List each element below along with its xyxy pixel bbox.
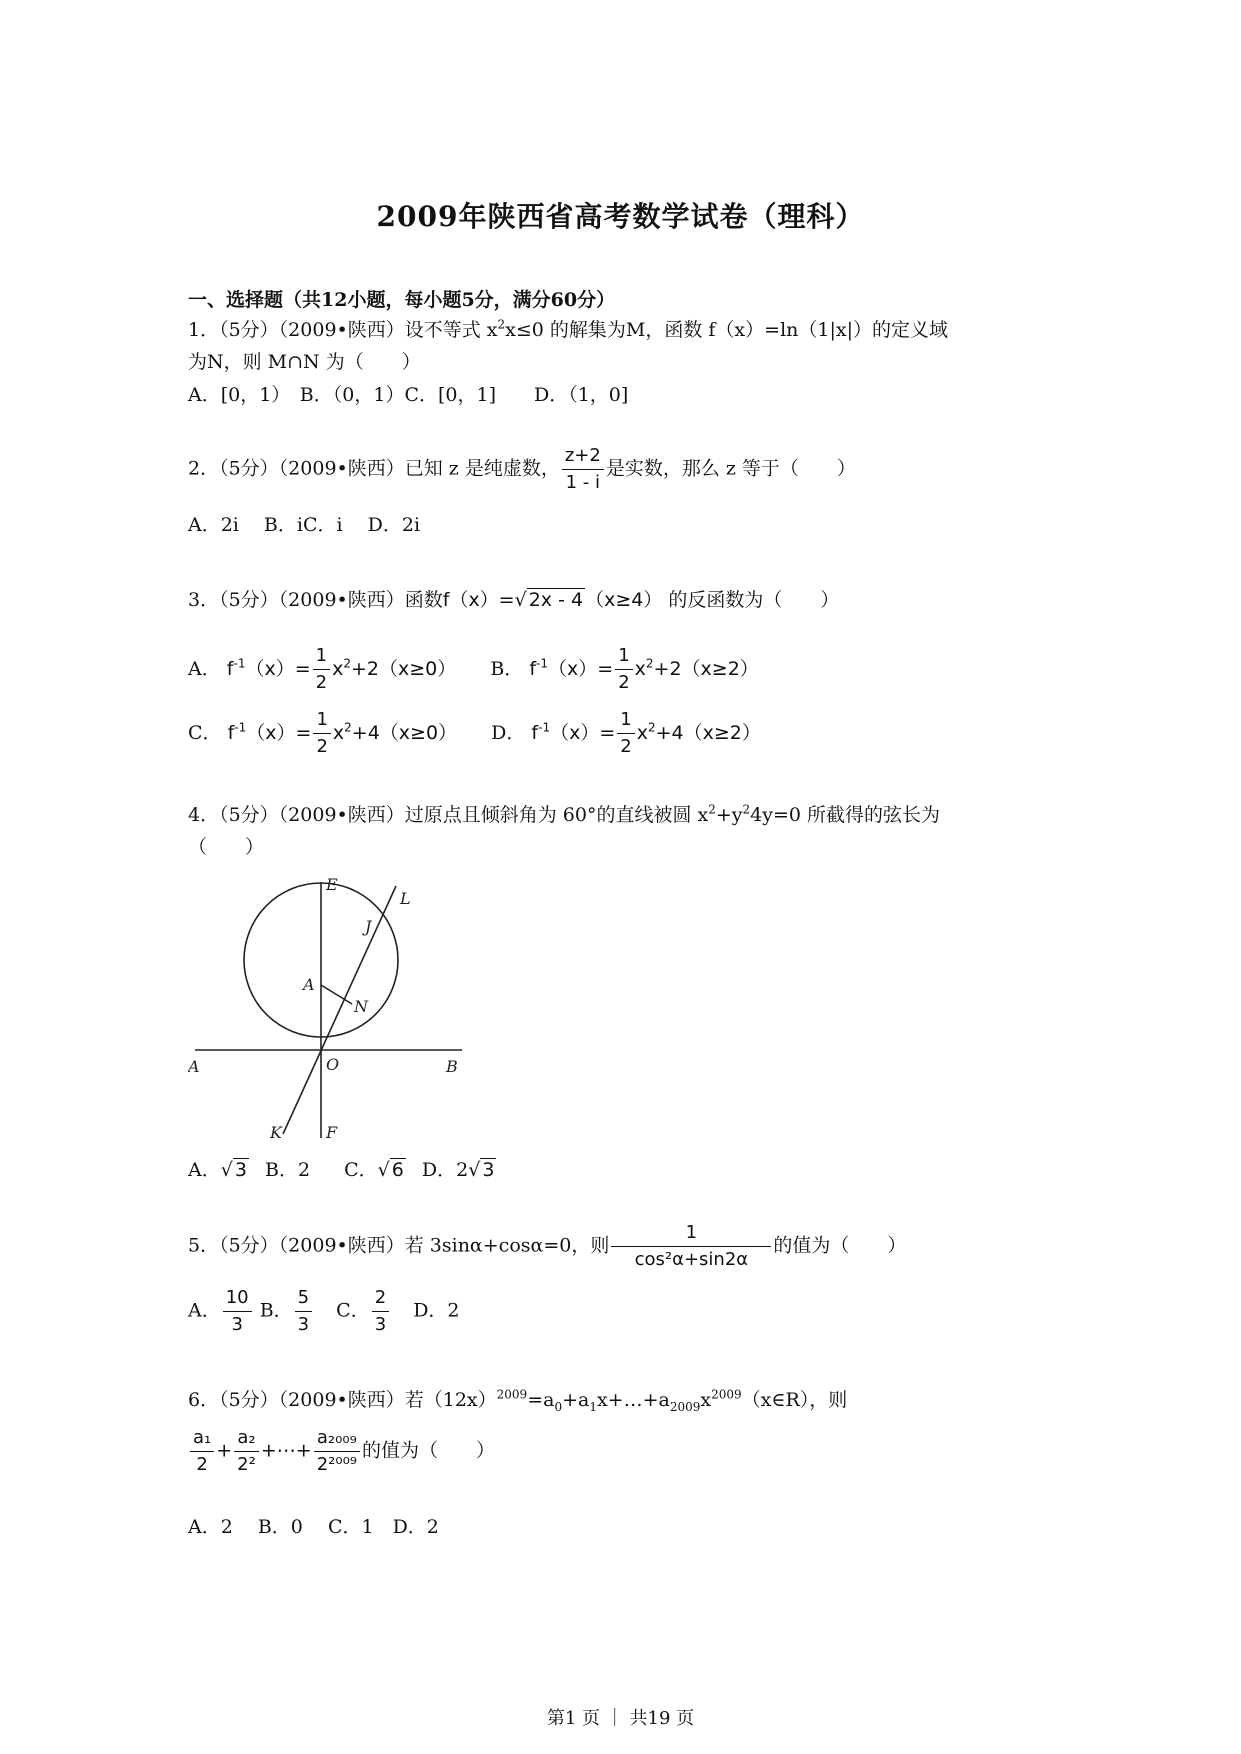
q3-d-tail: +4（x≥2） bbox=[655, 722, 761, 744]
label-l: L bbox=[400, 889, 411, 908]
q3-opt-a-label: A． bbox=[188, 658, 221, 680]
q3-a-f: f bbox=[226, 658, 234, 680]
q3-c-sup: -1 bbox=[234, 720, 247, 735]
q3-opt-d bbox=[531, 709, 761, 757]
q3-b-x2: x bbox=[634, 658, 646, 680]
q3-c-frac bbox=[313, 707, 330, 760]
q6-sup2: 2009 bbox=[711, 1387, 742, 1402]
q4-sup1: 2 bbox=[708, 802, 716, 817]
q3-c-den: 2 bbox=[316, 736, 328, 757]
q3-b-tail: +2（x≥2） bbox=[653, 658, 759, 680]
q3-d-x2sup: 2 bbox=[647, 720, 656, 735]
q4-opt-d-sqrt: √ 3 bbox=[468, 1159, 495, 1181]
q2-frac-num: z+2 bbox=[562, 443, 604, 470]
q5-frac-den: cos²α+sin2α bbox=[634, 1249, 749, 1270]
q6-line1 bbox=[188, 1385, 847, 1414]
section-heading: 一、选择题（共12小题，每小题5分，满分60分） bbox=[188, 289, 616, 311]
q6-f1-num: a₁ bbox=[190, 1425, 214, 1452]
page-title: 2009年陕西省高考数学试卷（理科） bbox=[376, 200, 865, 233]
q4-sup2: 2 bbox=[742, 802, 751, 817]
q6-frac2 bbox=[234, 1425, 259, 1478]
q3-b-frac bbox=[615, 643, 632, 696]
q5-c-frac bbox=[372, 1285, 389, 1338]
q1-line2: 为N，则 M∩N 为（ ） bbox=[188, 351, 421, 373]
q2-text-a: 2．（5分）（2009•陕西）已知 z 是纯虚数， bbox=[188, 457, 560, 480]
q4-opt-d: D．2 bbox=[421, 1159, 469, 1181]
q3-text-b: 的反函数为（ ） bbox=[668, 589, 840, 611]
q3-sqrt: √ 2x - 4 bbox=[514, 589, 584, 611]
q3-func: f（x）= bbox=[442, 589, 515, 611]
q4-line1 bbox=[188, 800, 940, 827]
q3-d-x2: x bbox=[636, 722, 648, 744]
q3-d-frac bbox=[617, 707, 634, 760]
q5-fraction bbox=[611, 1220, 771, 1273]
q6-sup1: 2009 bbox=[496, 1387, 528, 1402]
q3-c-f: f bbox=[227, 722, 235, 744]
q3-b-den: 2 bbox=[618, 672, 630, 693]
q3-b-f: f bbox=[529, 658, 537, 680]
q3-radicand: 2x - 4 bbox=[528, 589, 584, 611]
q3-stem bbox=[188, 585, 839, 612]
q5-c-den: 3 bbox=[374, 1314, 387, 1335]
q6-sub0: 0 bbox=[554, 1399, 563, 1414]
q6-text-a: 6．（5分）（2009•陕西）若（12x） bbox=[188, 1389, 497, 1411]
q5-c-num: 2 bbox=[372, 1285, 389, 1312]
q6-f2-num: a₂ bbox=[234, 1425, 259, 1452]
q3-options-cd bbox=[188, 707, 761, 760]
q3-d-den: 2 bbox=[620, 736, 632, 757]
q5-text-b: 的值为（ ） bbox=[773, 1234, 907, 1257]
q5-frac-num: 1 bbox=[611, 1220, 771, 1247]
q6-line2: $\frac{\text{a₁}}{2}$ + $\frac{\text{a₂}}{\text{2²}}$ +⋯+ $\frac{\text{a₂₀₀₉}}{\text{2²⁰⁰⁹}}$ 的值为（ ） bbox=[188, 1425, 495, 1478]
label-j: J bbox=[365, 917, 372, 936]
page-footer: 第1 页 ｜ 共19 页 bbox=[546, 1708, 695, 1729]
label-a: A bbox=[303, 975, 315, 994]
q6-options: A．2 B．0 C．1 D．2 bbox=[188, 1516, 439, 1538]
q3-options-ab bbox=[188, 643, 759, 696]
q5-b-num: 5 bbox=[295, 1285, 312, 1312]
q5-opt-a: A． bbox=[188, 1299, 221, 1322]
q5-opt-b: B． bbox=[259, 1299, 293, 1322]
q3-opt-b-label: B． bbox=[490, 658, 524, 680]
label-o: O bbox=[326, 1055, 340, 1074]
q3-c-x: （x）= bbox=[246, 722, 312, 744]
q5-a-num: 10 bbox=[223, 1285, 252, 1312]
label-n: N bbox=[354, 997, 368, 1016]
q4-geometry-figure bbox=[188, 870, 478, 1140]
q3-b-x2sup: 2 bbox=[645, 656, 654, 671]
q3-d-f: f bbox=[531, 722, 539, 744]
q3-a-x2: x bbox=[332, 658, 344, 680]
q3-opt-a bbox=[226, 645, 457, 693]
q3-d-sup: -1 bbox=[538, 720, 551, 735]
q3-c-x2sup: 2 bbox=[344, 720, 352, 735]
q4-opt-c-rad: 6 bbox=[391, 1159, 404, 1181]
q4-options bbox=[188, 1155, 496, 1182]
q4-opt-d-rad: 3 bbox=[482, 1159, 495, 1181]
q5-b-den: 3 bbox=[297, 1314, 310, 1335]
q4-opt-c-sqrt: √ 6 bbox=[377, 1159, 404, 1181]
q6-text-f: （x∈R），则 bbox=[741, 1389, 848, 1411]
q3-a-frac bbox=[313, 643, 330, 696]
q6-mid: +⋯+ bbox=[260, 1439, 312, 1462]
q3-opt-c-label: C． bbox=[188, 722, 222, 744]
q4-opt-a-rad: 3 bbox=[234, 1159, 247, 1181]
q6-f2-den: 2² bbox=[237, 1454, 256, 1475]
q3-a-den: 2 bbox=[315, 672, 328, 693]
q2-options: A．2i B．iC．i D．2i bbox=[188, 514, 421, 536]
q6-sub1: 1 bbox=[589, 1399, 597, 1414]
q1-options: A．[0，1） B．（0，1）C．[0，1] D．（1，0] bbox=[188, 384, 629, 406]
q3-cond: （x≥4） bbox=[585, 589, 663, 611]
q1-sup: 2 bbox=[497, 317, 506, 332]
q5-opt-c: C． bbox=[336, 1299, 370, 1322]
q5-b-frac bbox=[295, 1285, 312, 1338]
q6-text-b: =a bbox=[527, 1389, 555, 1411]
q3-a-sup: -1 bbox=[233, 656, 246, 671]
q6-text-e: x bbox=[700, 1389, 712, 1411]
q3-b-x: （x）= bbox=[548, 658, 614, 680]
label-b: B bbox=[446, 1057, 458, 1076]
q4-text-a: 4．（5分）（2009•陕西）过原点且倾斜角为 60°的直线被圆 x bbox=[188, 804, 709, 826]
label-a2: A bbox=[188, 1057, 200, 1076]
q6-frac1 bbox=[190, 1425, 214, 1478]
q6-f3-num: a₂₀₀₉ bbox=[314, 1425, 360, 1452]
q1-text-b: x≤0 的解集为M，函数 f（x）=ln（1|x|）的定义域 bbox=[505, 319, 948, 341]
q3-text-a: 3．（5分）（2009•陕西）函数 bbox=[188, 589, 443, 611]
q1-text-a: 1．（5分）（2009•陕西）设不等式 x bbox=[188, 319, 498, 341]
q3-b-num: 1 bbox=[615, 643, 632, 670]
q2-text-b: 是实数，那么 z 等于（ ） bbox=[605, 457, 856, 480]
q5-stem bbox=[188, 1220, 906, 1273]
q3-opt-b bbox=[529, 645, 759, 693]
q3-d-num: 1 bbox=[617, 707, 634, 734]
q6-f3-den: 2²⁰⁰⁹ bbox=[316, 1454, 358, 1475]
label-e: E bbox=[326, 875, 338, 894]
q6-text-c: +a bbox=[562, 1389, 590, 1411]
q4-opt-a: A． bbox=[188, 1159, 221, 1181]
q6-text-d: x+…+a bbox=[596, 1389, 670, 1411]
q6-f1-den: 2 bbox=[196, 1454, 208, 1475]
q4-opt-a-sqrt: √ 3 bbox=[220, 1159, 247, 1181]
q1-line1 bbox=[188, 315, 948, 342]
q6-sub2009: 2009 bbox=[669, 1399, 701, 1414]
q2-fraction bbox=[562, 443, 604, 496]
q3-a-x2sup: 2 bbox=[343, 656, 351, 671]
q5-text-a: 5．（5分）（2009•陕西）若 3sinα+cosα=0，则 bbox=[188, 1234, 610, 1257]
q4-text-b: +y bbox=[715, 804, 743, 826]
q5-a-frac bbox=[223, 1285, 252, 1338]
q6-text-after: 的值为（ ） bbox=[362, 1439, 496, 1462]
q4-line2: （ ） bbox=[188, 836, 265, 858]
q3-d-x: （x）= bbox=[550, 722, 616, 744]
q3-a-x: （x）= bbox=[245, 658, 311, 680]
q5-options bbox=[188, 1285, 460, 1338]
q4-opt-c: C． bbox=[344, 1159, 378, 1181]
q3-c-x2: x bbox=[332, 722, 345, 744]
q2-stem bbox=[188, 443, 856, 496]
label-k: K bbox=[270, 1123, 282, 1140]
q3-opt-d-label: D． bbox=[491, 722, 526, 744]
q3-c-tail: +4（x≥0） bbox=[351, 722, 458, 744]
q3-b-sup: -1 bbox=[536, 656, 549, 671]
q6-frac3 bbox=[314, 1425, 360, 1478]
q3-opt-c bbox=[227, 709, 458, 757]
q5-a-den: 3 bbox=[231, 1314, 243, 1335]
q4-opt-b: B．2 bbox=[264, 1159, 311, 1181]
label-f: F bbox=[326, 1123, 338, 1140]
q3-a-tail: +2（x≥0） bbox=[350, 658, 457, 680]
q5-opt-d: D．2 bbox=[413, 1299, 460, 1322]
q3-a-num: 1 bbox=[313, 643, 330, 670]
q2-frac-den: 1 - i bbox=[565, 472, 601, 493]
q4-text-c: 4y=0 所截得的弦长为 bbox=[750, 804, 941, 826]
q3-c-num: 1 bbox=[313, 707, 330, 734]
